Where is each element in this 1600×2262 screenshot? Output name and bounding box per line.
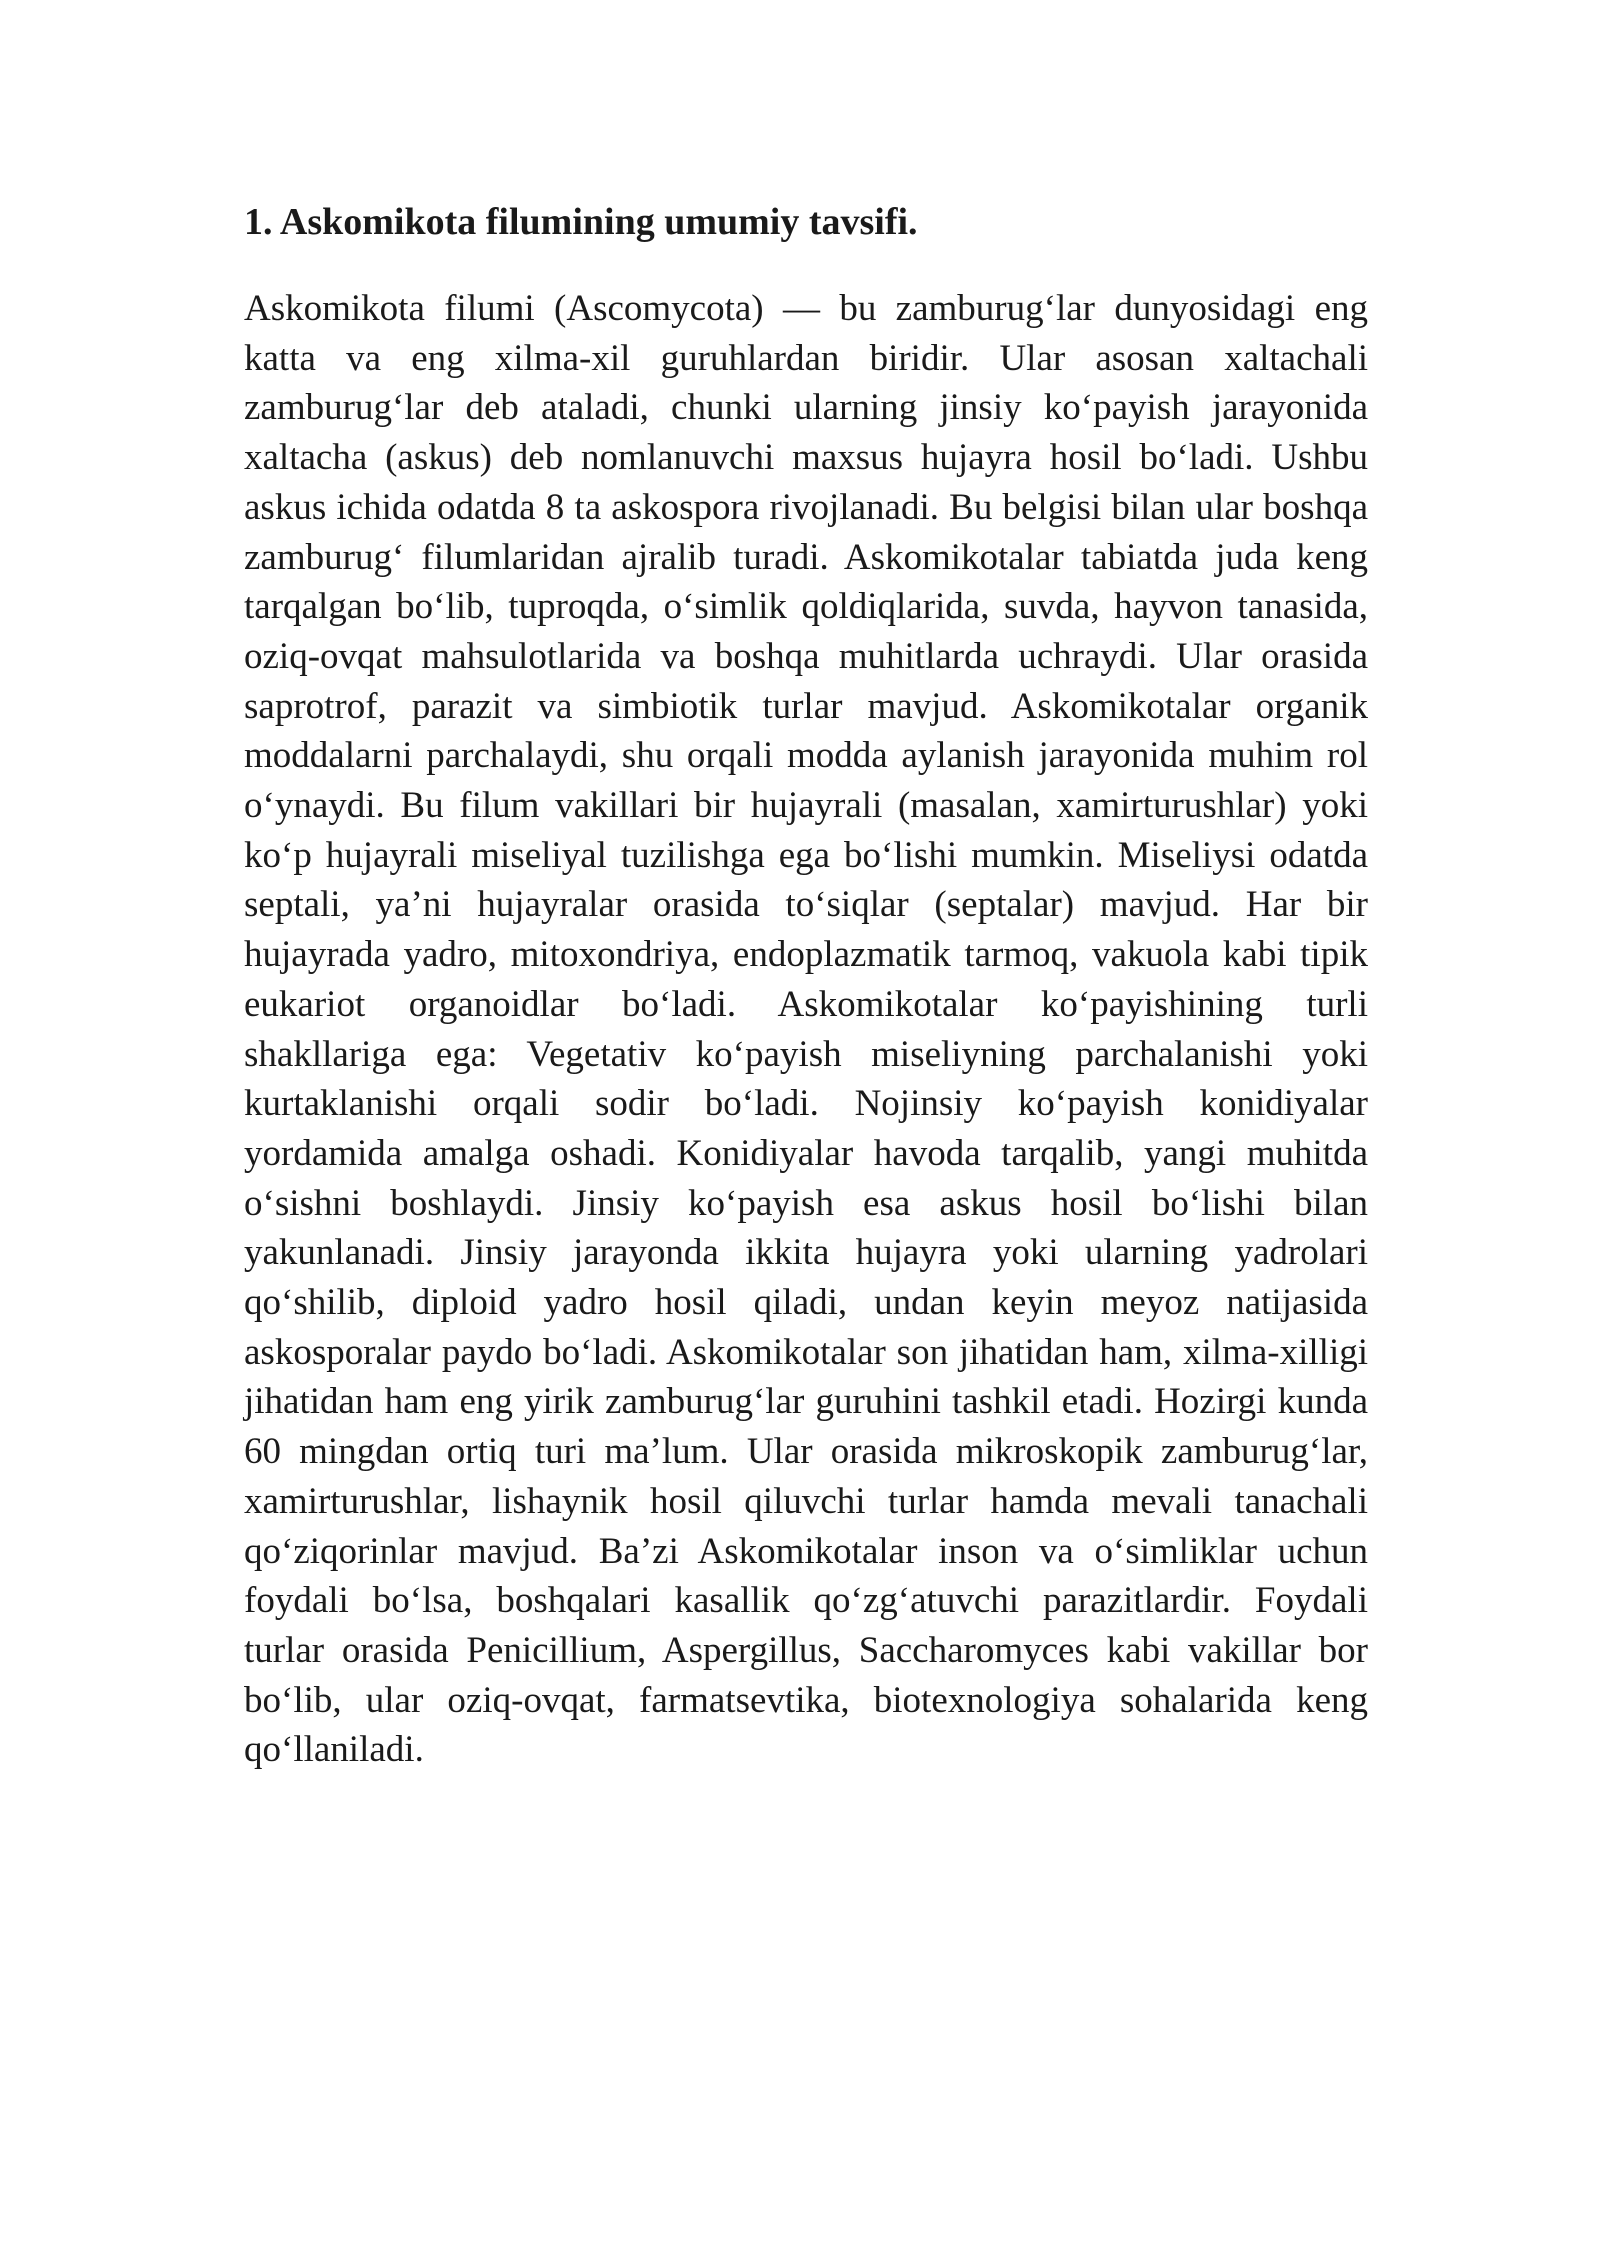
section-heading: 1. Askomikota filumining umumiy tavsifi. bbox=[244, 201, 918, 243]
document-content bbox=[244, 194, 1368, 1775]
body-paragraph: Askomikota filumi (Ascomycota) — bu zamburug‘lar dunyosidagi eng katta va eng xilma-xil guruhlardan biridir. Ular asosan xaltachali zamburug‘lar deb ataladi, chunki ularning jinsiy ko‘payish jarayonida xaltacha (askus) deb nomlanuvchi maxsus hujayra hosil bo‘ladi. Ushbu askus ichida odatda 8 ta askospora rivojlanadi. Bu belgisi bilan ular boshqa zamburug‘ filumlaridan ajralib turadi. Askomikotalar tabiatda juda keng tarqalgan bo‘lib, tuproqda, o‘simlik qoldiqlarida, suvda, hayvon tanasida, oziq-ovqat mahsulotlarida va boshqa muhitlarda uchraydi. Ular orasida saprotrof, parazit va simbiotik turlar mavjud. Askomikotalar organik moddalarni parchalaydi, shu orqali modda aylanish jarayonida muhim rol o‘ynaydi. Bu filum vakillari bir hujayrali (masalan, xamirturushlar) yoki ko‘p hujayrali miseliyal tuzilishga ega bo‘lishi mumkin. Miseliysi odatda septali, ya’ni hujayralar orasida to‘siqlar (septalar) mavjud. Har bir hujayrada yadro, mitoxondriya, endoplazmatik tarmoq, vakuola kabi tipik eukariot organoidlar bo‘ladi. Askomikotalar ko‘payishining turli shakllariga ega: Vegetativ ko‘payish miseliyning parchalanishi yoki kurtaklanishi orqali sodir bo‘ladi. Nojinsiy ko‘payish konidiyalar yordamida amalga oshadi. Konidiyalar havoda tarqalib, yangi muhitda o‘sishni boshlaydi. Jinsiy ko‘payish esa askus hosil bo‘lishi bilan yakunlanadi. Jinsiy jarayonda ikkita hujayra yoki ularning yadrolari qo‘shilib, diploid yadro hosil qiladi, undan keyin meyoz natijasida askosporalar paydo bo‘ladi. Askomikotalar son jihatidan ham, xilma-xilligi jihatidan ham eng yirik zamburug‘lar guruhini tashkil etadi. Hozirgi kunda 60 mingdan ortiq turi ma’lum. Ular orasida mikroskopik zamburug‘lar, xamirturushlar, lishaynik hosil qiluvchi turlar hamda mevali tanachali qo‘ziqorinlar mavjud. Ba’zi Askomikotalar inson va o‘simliklar uchun foydali bo‘lsa, boshqalari kasallik qo‘zg‘atuvchi parazitlardir. Foydali turlar orasida Penicillium, Aspergillus, Saccharomyces kabi vakillar bor bo‘lib, ular oziq-ovqat, farmatsevtika, biotexnologiya sohalarida keng qo‘llaniladi. bbox=[244, 288, 1368, 1771]
